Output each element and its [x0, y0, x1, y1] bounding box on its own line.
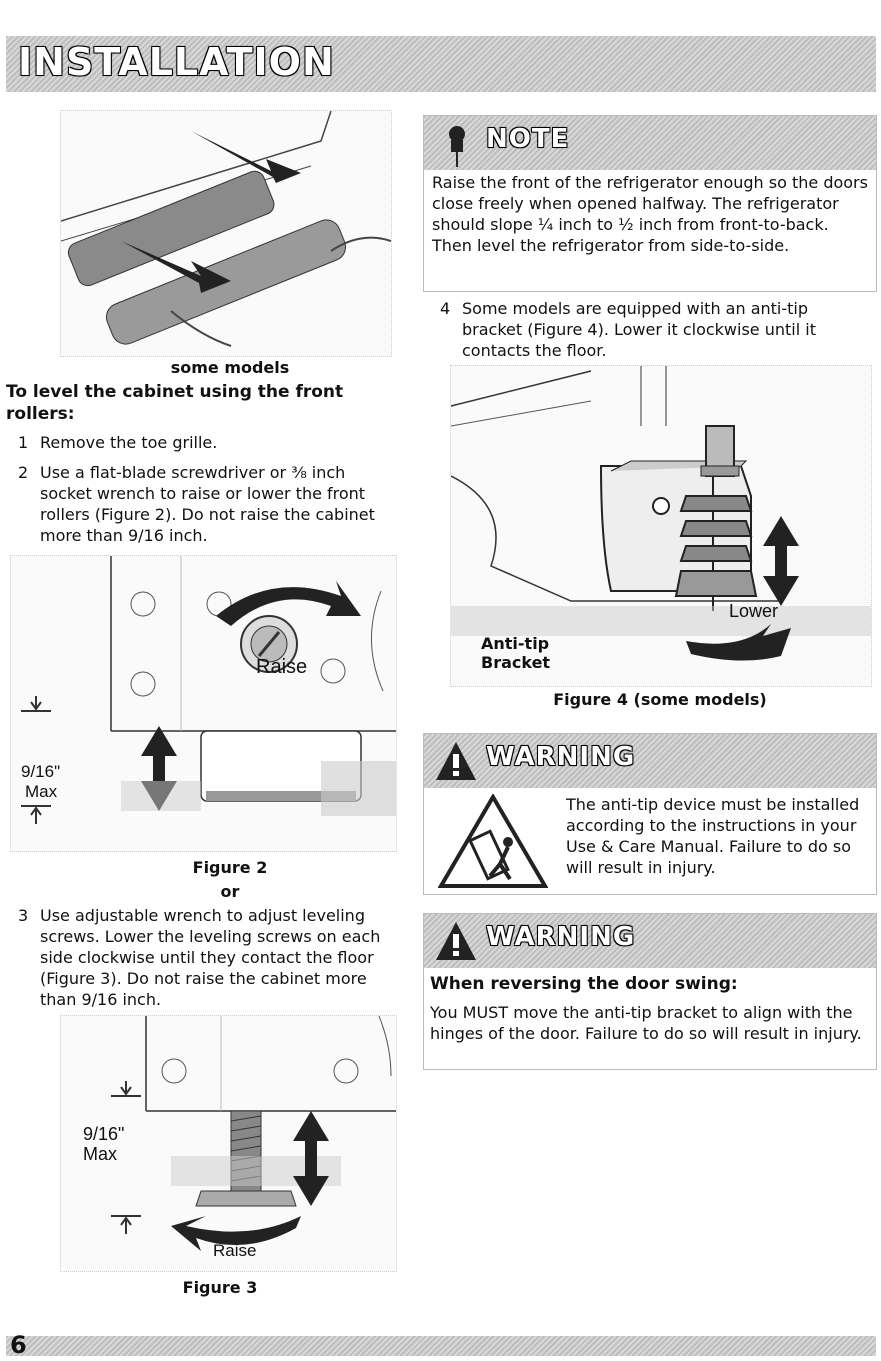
warning-callout-door-swing: [423, 913, 877, 1070]
warning-icon: [434, 740, 478, 786]
note-callout: [423, 115, 877, 292]
warning-text: You MUST move the anti-tip bracket to align with the hinges of the door. Failure to do so will result in injury.: [430, 1003, 862, 1043]
front-roller-illustration: [11, 556, 396, 851]
figure-2-raise-label: Raise: [256, 656, 308, 678]
step-text: Some models are equipped with an anti-tip bracket (Figure 4). Lower it clockwise until it contacts the floor.: [462, 299, 816, 360]
step-text: Use a flat-blade screwdriver or ⅜ inch socket wrench to raise or lower the front rollers (Figure 2). Do not raise the cabinet more than 9/16 inch.: [40, 463, 375, 545]
front-rollers-heading: To level the cabinet using the front rollers:: [6, 382, 344, 424]
figure-4-lower-label: Lower: [729, 601, 779, 621]
pushpin-icon: [442, 122, 472, 172]
footer-bar: [6, 1336, 876, 1356]
warning-header: [424, 734, 876, 788]
step-number: 2: [18, 463, 29, 482]
warning-text: The anti-tip device must be installed according to the instructions in your Use & Care Manual. Failure to do so will result in injury.: [566, 795, 860, 877]
step-3: [18, 905, 398, 1009]
warning-icon: [434, 920, 478, 966]
title-banner: [6, 36, 876, 92]
figure-4-caption: Figure 4 (some models): [553, 690, 767, 709]
step-number: 3: [18, 906, 29, 925]
figure-3-raise-label: Raise: [213, 1241, 257, 1260]
step-text: Use adjustable wrench to adjust leveling screws. Lower the leveling screws on each side clockwise until they contact the floor (Figure 3). Do not raise the cabinet more than 9/16 inch.: [40, 906, 381, 1009]
step-number: 1: [18, 433, 29, 452]
figure-2-caption: Figure 2: [192, 858, 268, 877]
figure-3-leveling-screw: [60, 1015, 397, 1272]
step-text: Remove the toe grille.: [40, 433, 218, 452]
figure-4-bracket-label-1: Anti-tip: [481, 634, 550, 653]
figure-1-caption: some models: [170, 358, 290, 377]
note-text: Raise the front of the refrigerator enough so the doors close freely when opened halfway. The refrigerator should slope ¼ inch to ½ inch from front-to-back. Then level the refrigerator from side-to-side.: [432, 173, 868, 255]
note-label: NOTE: [486, 124, 570, 154]
tip-over-hazard-icon: [438, 794, 548, 893]
figure-2-front-roller: [10, 555, 397, 852]
note-header: [424, 116, 876, 170]
step-2: [18, 462, 398, 550]
warning-label: WARNING: [486, 742, 636, 772]
figure-2-max-label: Max: [25, 782, 58, 801]
figure-4-bracket-label-2: Bracket: [481, 653, 551, 672]
warning-callout-anti-tip: [423, 733, 877, 895]
figure-4-anti-tip-bracket: [450, 365, 872, 687]
figure-1-toe-grille: [60, 110, 392, 357]
page-title: INSTALLATION: [18, 40, 335, 84]
warning-heading: When reversing the door swing:: [430, 974, 738, 994]
figure-3-caption: Figure 3: [182, 1278, 258, 1297]
step-number: 4: [440, 299, 451, 318]
step-1: [18, 432, 398, 456]
figure-2-max-value: 9/16": [21, 762, 61, 781]
toe-grille-illustration: [61, 111, 391, 356]
warning-header: [424, 914, 876, 968]
or-label: or: [220, 882, 240, 901]
warning-label: WARNING: [486, 922, 636, 952]
step-4: [440, 298, 860, 368]
figure-3-max-value: 9/16": [83, 1124, 125, 1144]
figure-3-max-label: Max: [83, 1144, 118, 1164]
page-number: 6: [10, 1331, 27, 1359]
